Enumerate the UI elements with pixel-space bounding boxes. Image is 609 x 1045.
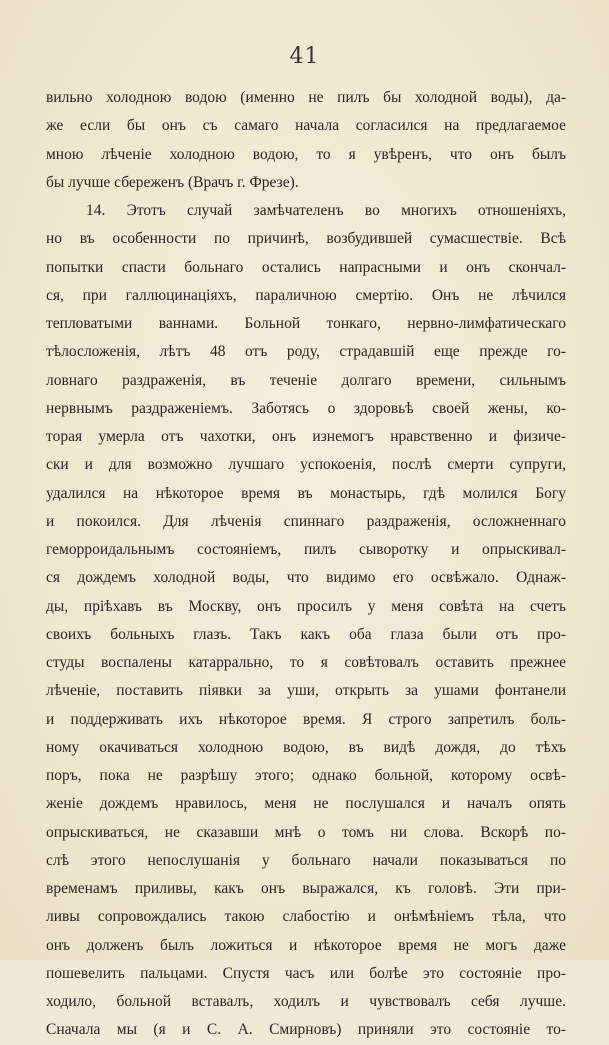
text-line: удалился на нѣкоторое время въ монастырь, гдѣ молился Богу xyxy=(46,484,566,502)
text-line: лѣченіе, поставить піявки за уши, открыть за ушами фонтанели xyxy=(46,682,566,700)
text-line: бы лучше сбереженъ (Врачъ г. Фрезе). xyxy=(46,173,299,191)
text-line: нервнымъ раздраженіемъ. Заботясь о здоровьѣ своей жены, ко- xyxy=(46,399,566,417)
text-line: временамъ приливы, какъ онъ выражался, къ головѣ. Эти при- xyxy=(46,880,566,897)
text-line: женіе дождемъ нравилось, меня не послушался и началъ опять xyxy=(46,795,566,813)
page-number: 41 xyxy=(289,44,320,69)
text-line: своихъ больныхъ глазъ. Такъ какъ оба глаза были отъ про- xyxy=(46,625,566,643)
text-line: ливы сопровождались такою слабостію и онѣмѣніемъ тѣла, что xyxy=(46,908,566,926)
text-line: вильно холодною водою (именно не пилъ бы холодной воды), да- xyxy=(46,89,566,106)
text-line: ловнаго раздраженія, въ теченіе долгаго времени, сильнымъ xyxy=(46,371,566,389)
text-line: тѣлосложенія, лѣтъ 48 отъ роду, страдавшій еще прежде го- xyxy=(46,343,566,361)
text-line: онъ долженъ былъ ложиться и нѣкоторое время не могъ даже xyxy=(46,936,566,954)
text-line: опрыскиваться, не сказавши мнѣ о томъ ни слова. Вскорѣ по- xyxy=(46,823,566,841)
text-line: попытки спасти больнаго остались напрасными и онъ скончал- xyxy=(46,258,566,276)
text-line: мною лѣченіе холодною водою, то я увѣренъ, что онъ былъ xyxy=(46,145,566,163)
body-text xyxy=(46,84,566,1045)
text-line: пошевелить пальцами. Спустя часъ или болѣе это состояніе про- xyxy=(46,964,566,982)
text-line: торая умерла отъ чахотки, онъ изнемогъ нравственно и физиче- xyxy=(46,428,566,445)
text-line: студы воспалены катаррально, то я совѣтовалъ оставить прежнее xyxy=(46,654,566,671)
text-line: но въ особенности по причинѣ, возбудившей сумасшествіе. Всѣ xyxy=(46,230,566,248)
text-line: ся, при галлюцинаціяхъ, параличною смертію. Онъ не лѣчился xyxy=(46,286,566,304)
text-line: ски и для возможно лучшаго успокоенія, послѣ смерти супруги, xyxy=(46,456,566,474)
text-line: тепловатыми ваннами. Больной тонкаго, нервно-лимфатическаго xyxy=(46,315,566,332)
text-line: Сначала мы (я и С. А. Смирновъ) приняли это состояніе то- xyxy=(46,1021,566,1039)
text-line: ходило, больной вставалъ, ходилъ и чувствовалъ себя лучше. xyxy=(46,993,566,1010)
text-line: же если бы онъ съ самаго начала согласился на предлагаемое xyxy=(46,117,566,135)
text-line: и покоился. Для лѣченія спиннаго раздраженія, осложненнаго xyxy=(46,512,566,530)
text-line: геморроидальнымъ состояніемъ, пилъ сыворотку и опрыскивал- xyxy=(46,541,566,558)
text-line: поръ, пока не разрѣшу этого; однако больной, которому освѣ- xyxy=(46,767,566,784)
text-line: ся дождемъ холодной воды, что видимо его освѣжало. Однаж- xyxy=(46,569,566,587)
text-line: ному окачиваться холодною водою, въ видѣ дождя, до тѣхъ xyxy=(46,738,566,756)
text-line: ды, пріѣхавъ въ Москву, онъ просилъ у меня совѣта на счетъ xyxy=(46,597,566,615)
text-line: слѣ этого непослушанія у больнаго начали показываться по xyxy=(46,851,566,869)
text-line: и поддерживать ихъ нѣкоторое время. Я строго запретилъ боль- xyxy=(46,710,566,728)
text-line: 14. Этотъ случай замѣчателенъ во многихъ отношеніяхъ, xyxy=(86,202,566,219)
